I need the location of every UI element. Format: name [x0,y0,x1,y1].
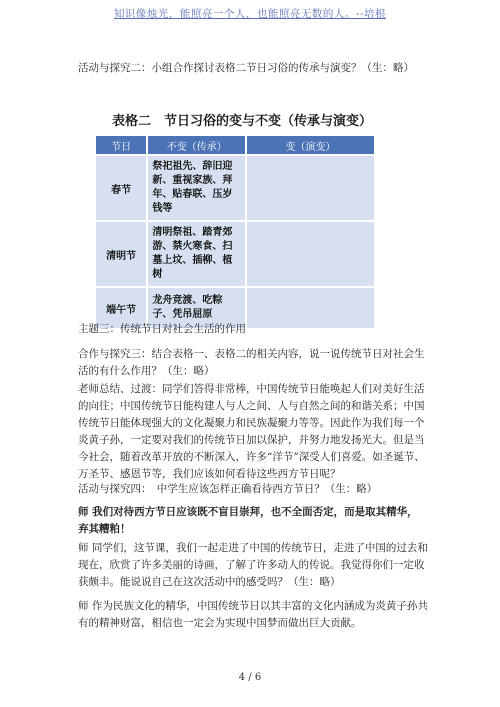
header-festival: 节日 [96,136,146,154]
page-header-quote: 知识像烛光，能照亮一个人，也能照亮无数的人。--培根 [113,8,387,20]
keep-cell: 龙舟竞渡、吃粽子、凭吊屈原 [148,288,245,328]
cooperation-3-text: 合作与探究三：结合表格一、表格二的相关内容，说一说传统节日对社会生活的有什么作用？（生：略） [78,348,425,377]
table-header-row [96,136,374,154]
festival-cell: 端午节 [96,288,146,328]
header-change: 变（演变） [247,136,374,154]
page-number: 4 / 6 [238,672,262,683]
festival-cell: 春节 [96,156,146,220]
festival-cell: 清明节 [96,222,146,286]
table-row [96,222,374,286]
customs-table [94,134,376,330]
activity-4-text: 活动与探究四： 中学生应该怎样正确看待西方节日？（生：略） [78,483,378,495]
teacher-closing-text: 师 同学们，这节课，我们一起走进了中国的传统节日，走进了中国的过去和现在，欣赏了许多美丽的诗画，了解了许多动人的传说。我觉得你们一定收获颇丰。能说说自己在这次活动中的感受吗？（生：略） [78,542,428,588]
teacher-final-text: 师 作为民族文化的精华，中国传统节日以其丰富的文化内涵成为炎黄子孙共有的精神财富，相信也一定会为实现中国梦而做出巨大贡献。 [78,600,428,629]
keep-cell: 祭祀祖先、辞旧迎新、重视家族、拜年、贴春联、压岁钱等 [148,156,245,220]
header-keep: 不变（传承） [148,136,245,154]
teacher-answer-text: 师 我们对待西方节日应该既不盲目崇拜，也不全面否定，而是取其精华，弃其糟粕！ [78,506,418,535]
change-cell [247,222,374,286]
teacher-summary-text: 老师总结、过渡：同学们答得非常棒，中国传统节日能唤起人们对美好生活的向往；中国传统节日能构建人与人之间、人与自然之间的和谐关系；中国传统节日能体现强大的文化凝聚力和民族凝聚力等等。因此作为我们每一个炎黄子孙，一定要对我们的传统节日加以保护，并努力地发扬光大。但是当今社会，随着改革开放的不断深入，许多“洋节”深受人们喜爱。如圣诞节、万圣节、感恩节等，我们应该如何看待这些西方节日呢？ [78,383,425,480]
table-row [96,156,374,220]
change-cell [247,156,374,220]
theme-3-heading: 主题三：传统节日对社会生活的作用 [78,323,246,335]
keep-cell: 清明祭祖、踏青郊游、禁火寒食、扫墓上坟、插柳、植树 [148,222,245,286]
activity-2-text: 活动与探究二：小组合作探讨表格二节日习俗的传承与演变？（生：略） [78,62,414,74]
table-title: 表格二 节日习俗的变与不变（传承与演变） [112,114,373,129]
